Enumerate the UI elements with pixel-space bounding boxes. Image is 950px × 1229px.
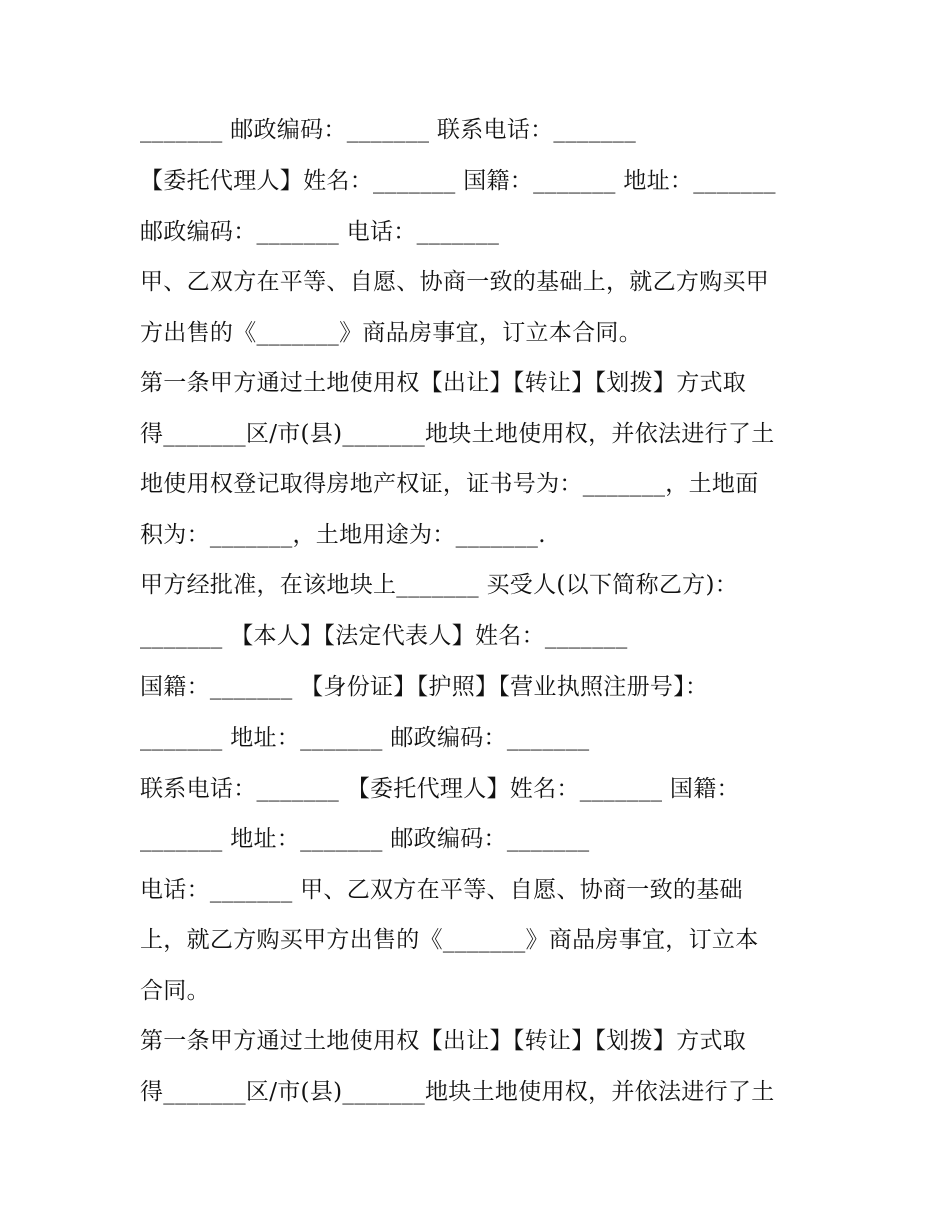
- text-line: 地使用权登记取得房地产权证，证书号为：_______，土地面: [140, 471, 759, 497]
- text-line: _______ 【本人】【法定代表人】姓名：_______: [140, 623, 628, 649]
- text-line: 得_______区/市(县)_______地块土地使用权，并依法进行了土: [140, 1079, 775, 1105]
- text-line: 电话：_______ 甲、乙双方在平等、自愿、协商一致的基础: [140, 877, 743, 903]
- text-line: 第一条甲方通过土地使用权【出让】【转让】【划拨】方式取: [140, 370, 747, 396]
- text-line: 邮政编码：_______ 电话：_______: [140, 219, 500, 245]
- text-line: 合同。: [140, 978, 210, 1004]
- text-line: 联系电话：_______ 【委托代理人】姓名：_______ 国籍：: [140, 776, 740, 802]
- text-line: 积为：_______，土地用途为：_______.: [140, 522, 546, 548]
- text-line: 上，就乙方购买甲方出售的《_______》商品房事宜，订立本: [140, 927, 759, 953]
- text-line: 得_______区/市(县)_______地块土地使用权，并依法进行了土: [140, 421, 775, 447]
- text-line: 甲、乙双方在平等、自愿、协商一致的基础上，就乙方购买甲: [140, 269, 770, 295]
- text-line: 【委托代理人】姓名：_______ 国籍：_______ 地址：_______: [140, 168, 776, 194]
- text-line: _______ 地址：_______ 邮政编码：_______: [140, 826, 590, 852]
- text-line: 甲方经批准，在该地块上_______ 买受人(以下简称乙方)：: [140, 572, 739, 598]
- text-line: 第一条甲方通过土地使用权【出让】【转让】【划拨】方式取: [140, 1028, 747, 1054]
- text-line: _______ 地址：_______ 邮政编码：_______: [140, 725, 590, 751]
- text-line: 方出售的《_______》商品房事宜，订立本合同。: [140, 320, 642, 346]
- text-line: 国籍：_______ 【身份证】【护照】【营业执照注册号】：: [140, 674, 709, 700]
- text-line: _______ 邮政编码：_______ 联系电话：_______: [140, 117, 637, 143]
